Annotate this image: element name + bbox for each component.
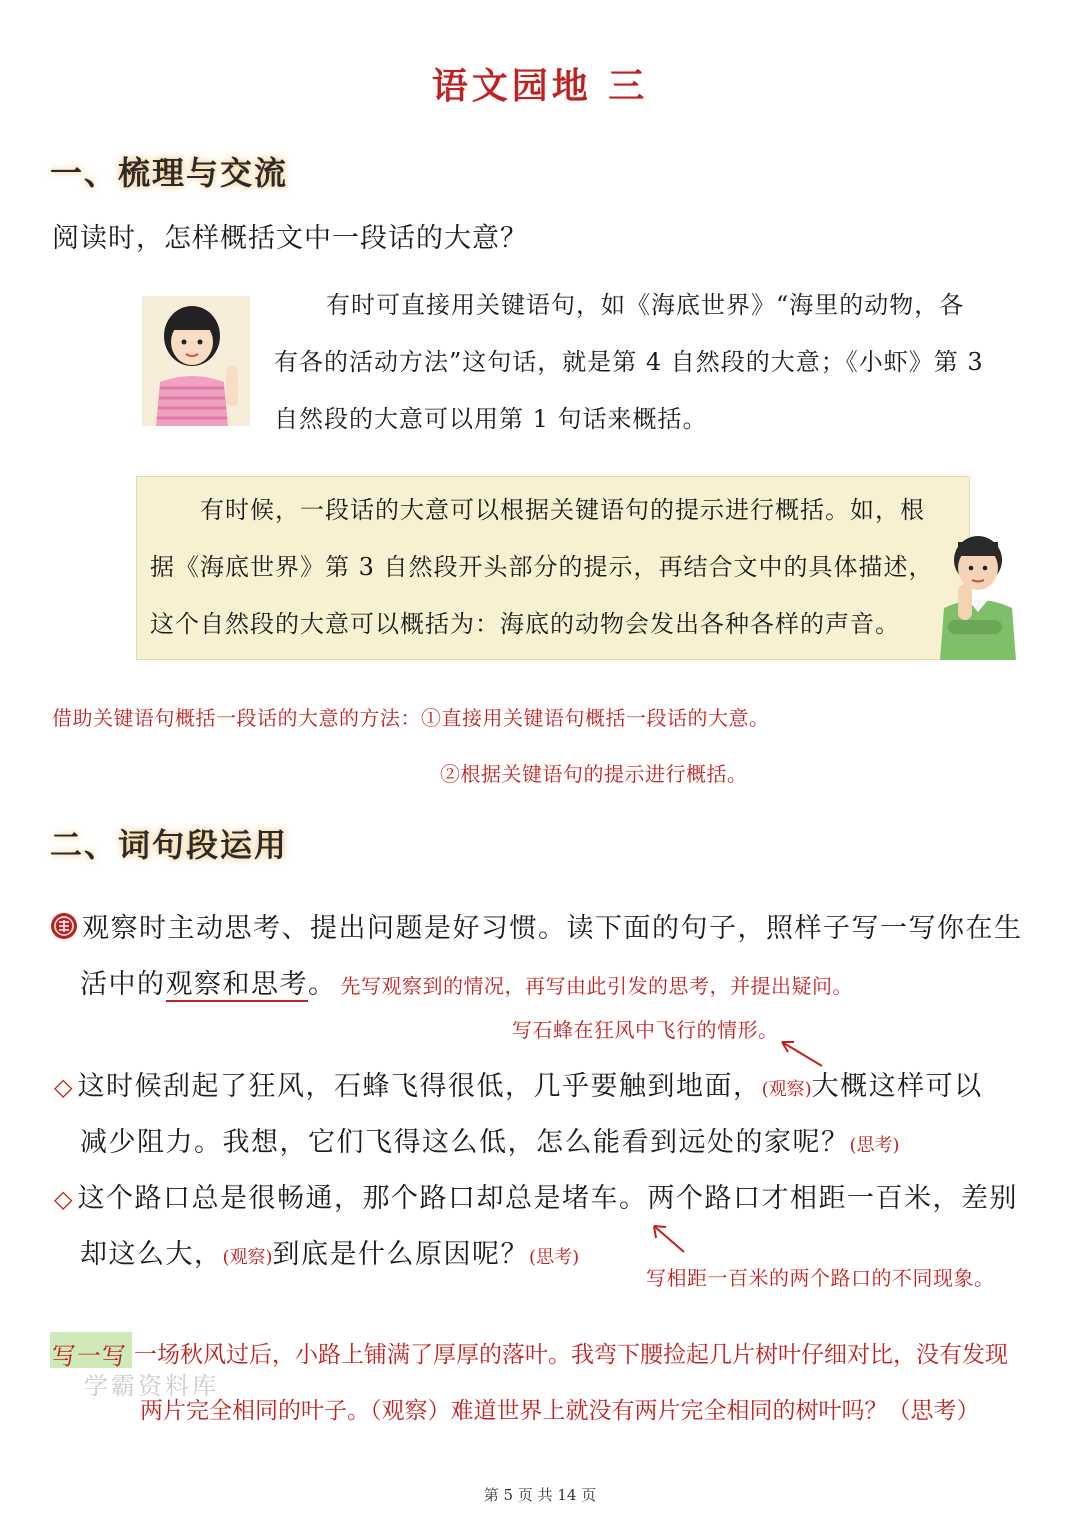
boy-speech-line: 这个自然段的大意可以概括为：海底的动物会发出各种各样的声音。 [150,610,900,638]
girl-illustration [142,296,250,426]
example-text: 减少阻力。我想，它们飞得这么低，怎么能看到远处的家呢？ [80,1127,850,1158]
instruction-text: 。 [308,969,337,1000]
method-note-2: ②根据关键语句的提示进行概括。 [440,762,748,786]
example-text: 大概这样可以 [811,1071,983,1102]
instruction-note: 先写观察到的情况，再写由此引发的思考，并提出疑问。 [340,974,853,998]
diamond-icon: ◇ [54,1185,73,1213]
arrow-icon [650,1222,690,1256]
girl-speech [274,277,1014,448]
annotation-1: 写石蜂在狂风中飞行的情形。 [512,1018,779,1042]
example-text: 却这么大， [80,1239,223,1270]
instruction-line-2 [80,962,853,1001]
boy-speech-line: 有时候，一段话的大意可以根据关键语句的提示进行概括。如，根 [200,496,925,524]
observe-tag: (观察) [761,1079,812,1100]
example-text: 这个路口总是很畅通，那个路口却总是堵车。两个路口才相距一百米，差别 [77,1183,1019,1214]
boy-speech-line: 据《海底世界》第 3 自然段开头部分的提示，再结合文中的具体描述， [150,553,934,581]
example-1-line-1 [54,1064,983,1103]
annotation-2: 写相距一百米的两个路口的不同现象。 [646,1266,995,1290]
seal-icon [50,912,78,940]
instruction-text: 活中的 [80,969,166,1000]
example-2-line-2 [80,1232,579,1271]
example-text: 到底是什么原因呢？ [272,1239,530,1270]
write-label: 写一写 [52,1342,127,1370]
section-question: 阅读时，怎样概括文中一段话的大意？ [52,223,528,254]
example-text: 这时候刮起了狂风，石蜂飞得很低，几乎要触到地面， [77,1071,762,1102]
boy-illustration [932,528,1024,660]
observe-tag: (观察) [222,1247,273,1268]
page-title: 语文园地 三 [431,65,649,107]
section-heading-2: 二、词句段运用 [50,826,289,864]
write-line-2: 两片完全相同的叶子。（观察）难道世界上就没有两片完全相同的树叶吗？（思考） [140,1398,980,1424]
method-note-1: 借助关键语句概括一段话的大意的方法：①直接用关键语句概括一段话的大意。 [52,706,770,730]
example-2-line-1 [54,1176,1018,1215]
boy-speech [150,482,960,653]
instruction-line-1: 观察时主动思考、提出问题是好习惯。读下面的句子，照样子写一写你在生 [82,913,1023,944]
diamond-icon: ◇ [54,1073,73,1101]
girl-speech-line: 自然段的大意可以用第 1 句话来概括。 [274,405,708,433]
write-line-1: 一场秋风过后，小路上铺满了厚厚的落叶。我弯下腰捡起几片树叶仔细对比，没有发现 [134,1342,1008,1368]
page-footer: 第 5 页 共 14 页 [483,1486,597,1504]
instruction-underlined: 观察和思考 [165,969,308,1000]
girl-speech-line: 有时可直接用关键语句，如《海底世界》“海里的动物，各 [326,291,965,319]
watermark: 学霸资料库 [84,1372,219,1400]
think-tag: (思考) [529,1247,580,1268]
girl-speech-line: 有各的活动方法”这句话，就是第 4 自然段的大意；《小虾》第 3 [274,348,984,376]
think-tag: (思考) [849,1135,900,1156]
example-1-line-2 [80,1120,900,1159]
section-heading-1: 一、梳理与交流 [50,154,289,192]
